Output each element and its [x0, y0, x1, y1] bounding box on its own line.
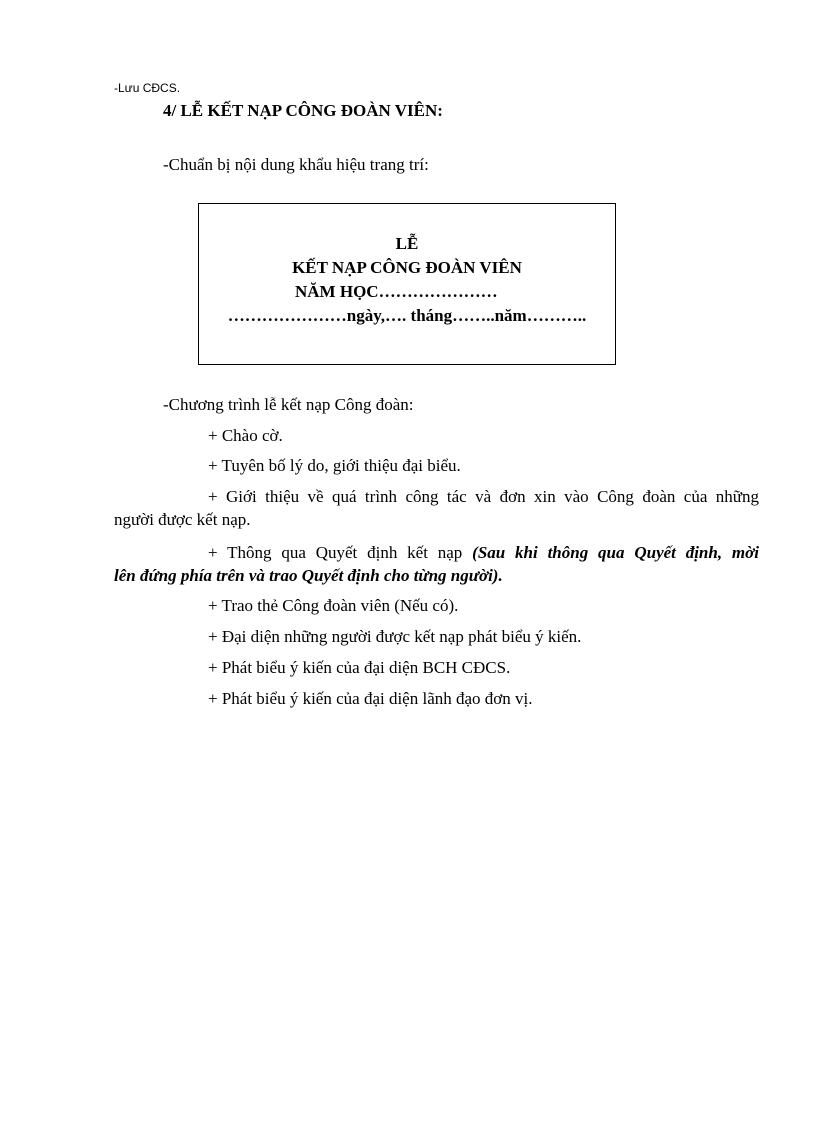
item-reason: + Tuyên bố lý do, giới thiệu đại biểu. — [208, 456, 461, 475]
item-flag: + Chào cờ. — [208, 426, 283, 445]
section-heading: 4/ LỄ KẾT NẠP CÔNG ĐOÀN VIÊN: — [163, 101, 443, 120]
banner-box — [198, 203, 616, 365]
item-intro-line-1: + Giới thiệu về quá trình công tác và đơn xin vào Công đoàn của những — [208, 487, 759, 506]
item-leader: + Phát biểu ý kiến của đại diện lãnh đạo đơn vị. — [208, 689, 533, 708]
banner-line-1: LỄ — [395, 234, 419, 253]
decision-plain-text: + Thông qua Quyết định kết nạp — [208, 543, 463, 562]
banner-line-4: …………………ngày,…. tháng……..năm……….. — [227, 306, 587, 325]
program-title: -Chương trình lễ kết nạp Công đoàn: — [163, 395, 414, 414]
note-line: -Lưu CĐCS. — [114, 81, 181, 95]
banner-line-3: NĂM HỌC………………… — [295, 282, 498, 301]
item-intro-line-2: người được kết nạp. — [114, 510, 251, 529]
item-decision-line-1 — [114, 543, 759, 563]
banner-line-2: KẾT NẠP CÔNG ĐOÀN VIÊN — [292, 258, 522, 277]
item-decision-line-2: lên đứng phía trên và trao Quyết định cho từng người). — [114, 566, 503, 585]
item-bch: + Phát biểu ý kiến của đại diện BCH CĐCS. — [208, 658, 511, 677]
decision-italic-text-1: (Sau khi thông qua Quyết định, mời — [472, 543, 759, 562]
item-card: + Trao thẻ Công đoàn viên (Nếu có). — [208, 596, 459, 615]
prep-line: -Chuẩn bị nội dung khẩu hiệu trang trí: — [163, 155, 429, 174]
item-representative: + Đại diện những người được kết nạp phát biểu ý kiến. — [208, 627, 582, 646]
